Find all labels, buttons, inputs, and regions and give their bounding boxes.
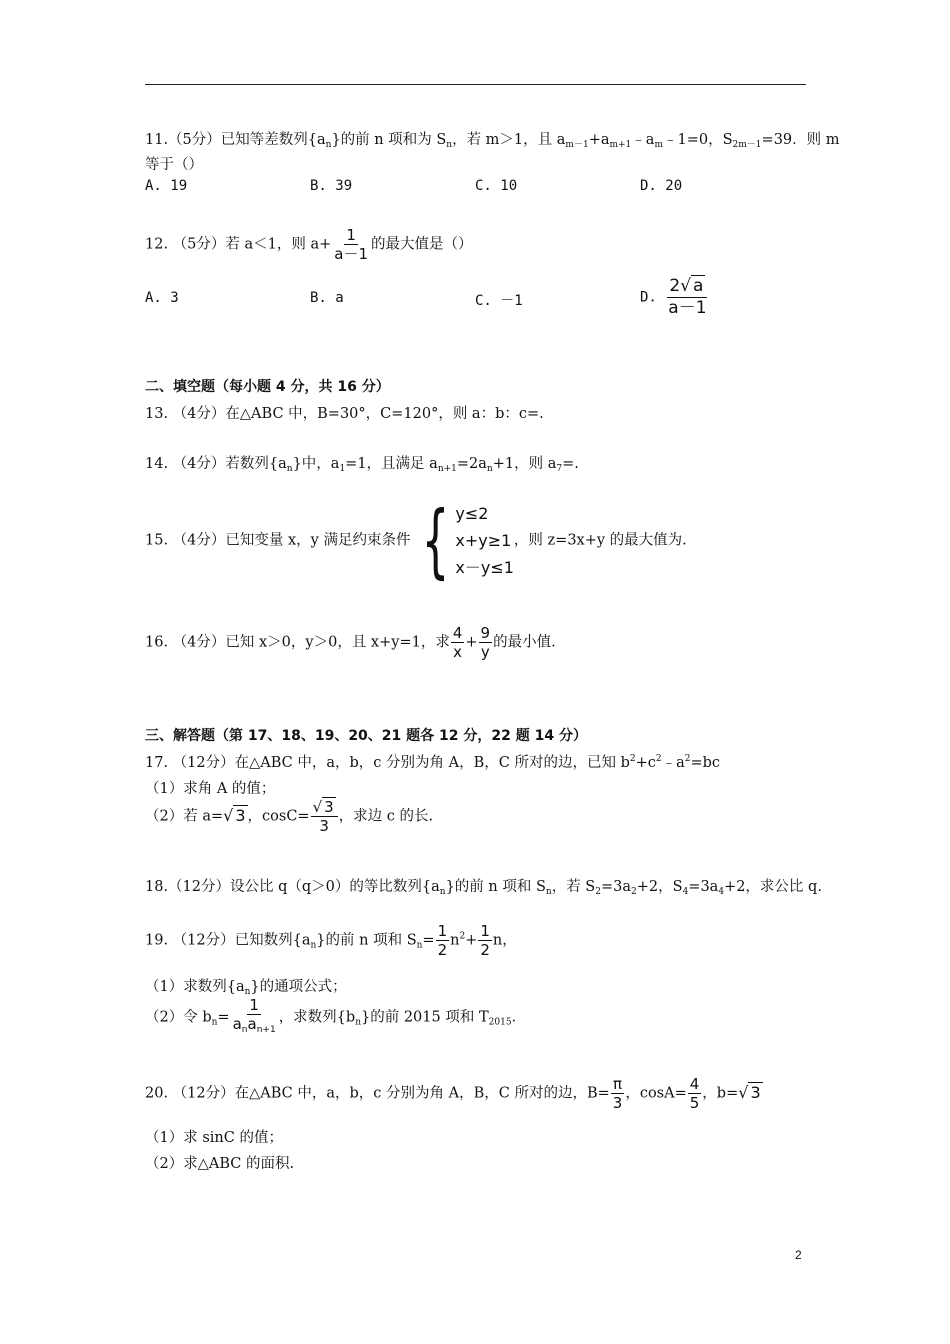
question-20-stem: 20. （12分）在△ABC 中，a，b，c 分别为角 A，B，C 所对的边，B= $\frac{\pi}{3}$ ，cosA= $\frac{4}{5}$ ，b=√ 3 bbox=[145, 1075, 761, 1112]
question-17-part1: （1）求角 A 的值； bbox=[145, 781, 276, 797]
question-20-part1: （1）求 sinC 的值； bbox=[145, 1130, 283, 1146]
question-19-part1: （1）求数列$\{a_n\}$的通项公式； bbox=[145, 979, 347, 997]
question-17-part2: （2）若 a=√ 3 ，cosC= $\frac{√ 3}{3}$ ，求边 c 的长. bbox=[145, 798, 434, 835]
q11-option-d: D. 20 bbox=[640, 178, 683, 194]
constraint-2: x+y≥1 bbox=[455, 531, 512, 550]
constraint-system: { y≤2 x+y≥1 x－y≤1 bbox=[421, 493, 514, 587]
q12-option-b: B. a bbox=[310, 290, 344, 306]
constraint-1: y≤2 bbox=[455, 504, 489, 523]
question-17-stem: 17. （12分）在△ABC 中，a，b，c 分别为角 A，B，C 所对的边，已知 $b^2+c^2﹣a^2=bc$ bbox=[145, 754, 721, 771]
constraint-3: x－y≤1 bbox=[455, 558, 514, 577]
section-3-title: 三、解答题（第 17、18、19、20、21 题各 12 分，22 题 14 分） bbox=[145, 728, 587, 744]
question-11-line1: 11.（5分）已知等差数列$\{a_n\}$的前 n 项和为 $S_n$，若 m＞1，且 $a_{m-1}+a_{m+1}﹣a_m﹣1=0$，$S_{2m-1}=39$．则 m bbox=[145, 132, 840, 150]
q12-option-c: C. －1 bbox=[475, 293, 523, 309]
question-13: 13. （4分）在△ABC 中，B=30°，C=120°，则 a：b：c=. bbox=[145, 406, 544, 422]
q12-fraction: $\frac{1}{a-1}$ bbox=[334, 226, 369, 263]
question-20-part2: （2）求△ABC 的面积. bbox=[145, 1156, 295, 1172]
q12-option-a: A. 3 bbox=[145, 290, 179, 306]
q11-option-b: B. 39 bbox=[310, 178, 353, 194]
section-2-title: 二、填空题（每小题 4 分，共 16 分） bbox=[145, 379, 390, 395]
page-number: 2 bbox=[795, 1248, 802, 1262]
question-19-stem: 19. （12分）已知数列$\{a_n\}$的前 n 项和 $S_n=$ $\frac{1}{2}$ $n^2+$ $\frac{1}{2}$ n， bbox=[145, 922, 517, 959]
q11-option-a: A. 19 bbox=[145, 178, 188, 194]
question-18: 18.（12分）设公比 q（q＞0）的等比数列$\{a_n\}$的前 n 项和 $S_n$，若 $S_2=3a_2+2$，$S_4=3a_4+2$，求公比 q. bbox=[145, 879, 822, 897]
q11-option-c: C. 10 bbox=[475, 178, 518, 194]
question-19-part2: （2）令 $b_n=$ $\frac{1}{a_na_{n+1}}$ ，求数列$\{b_n\}$的前 2015 项和 $T_{2015}$. bbox=[145, 996, 517, 1035]
question-12: 12. （5分）若 a＜1，则 a+ $\frac{1}{a-1}$ 的最大值是（） bbox=[145, 226, 473, 263]
q12-option-d: D. $\frac{2√ a}{a-1}$ bbox=[640, 276, 707, 318]
question-16: 16. （4分）已知 x＞0，y＞0，且 x+y=1，求 $\frac{4}{x}$ + $\frac{9}{y}$ 的最小值. bbox=[145, 624, 556, 661]
question-14: 14. （4分）若数列$\{a_n\}$中，$a_1=1$，且满足 $a_{n+1}=2a_n+1$，则 $a_7=$. bbox=[145, 456, 579, 474]
question-11-line2: 等于（） bbox=[145, 157, 203, 173]
question-15: 15. （4分）已知变量 x，y 满足约束条件 { y≤2 x+y≥1 x－y≤1 ，则 z=3x+y 的最大值为. bbox=[145, 493, 687, 587]
header-rule bbox=[145, 84, 806, 85]
